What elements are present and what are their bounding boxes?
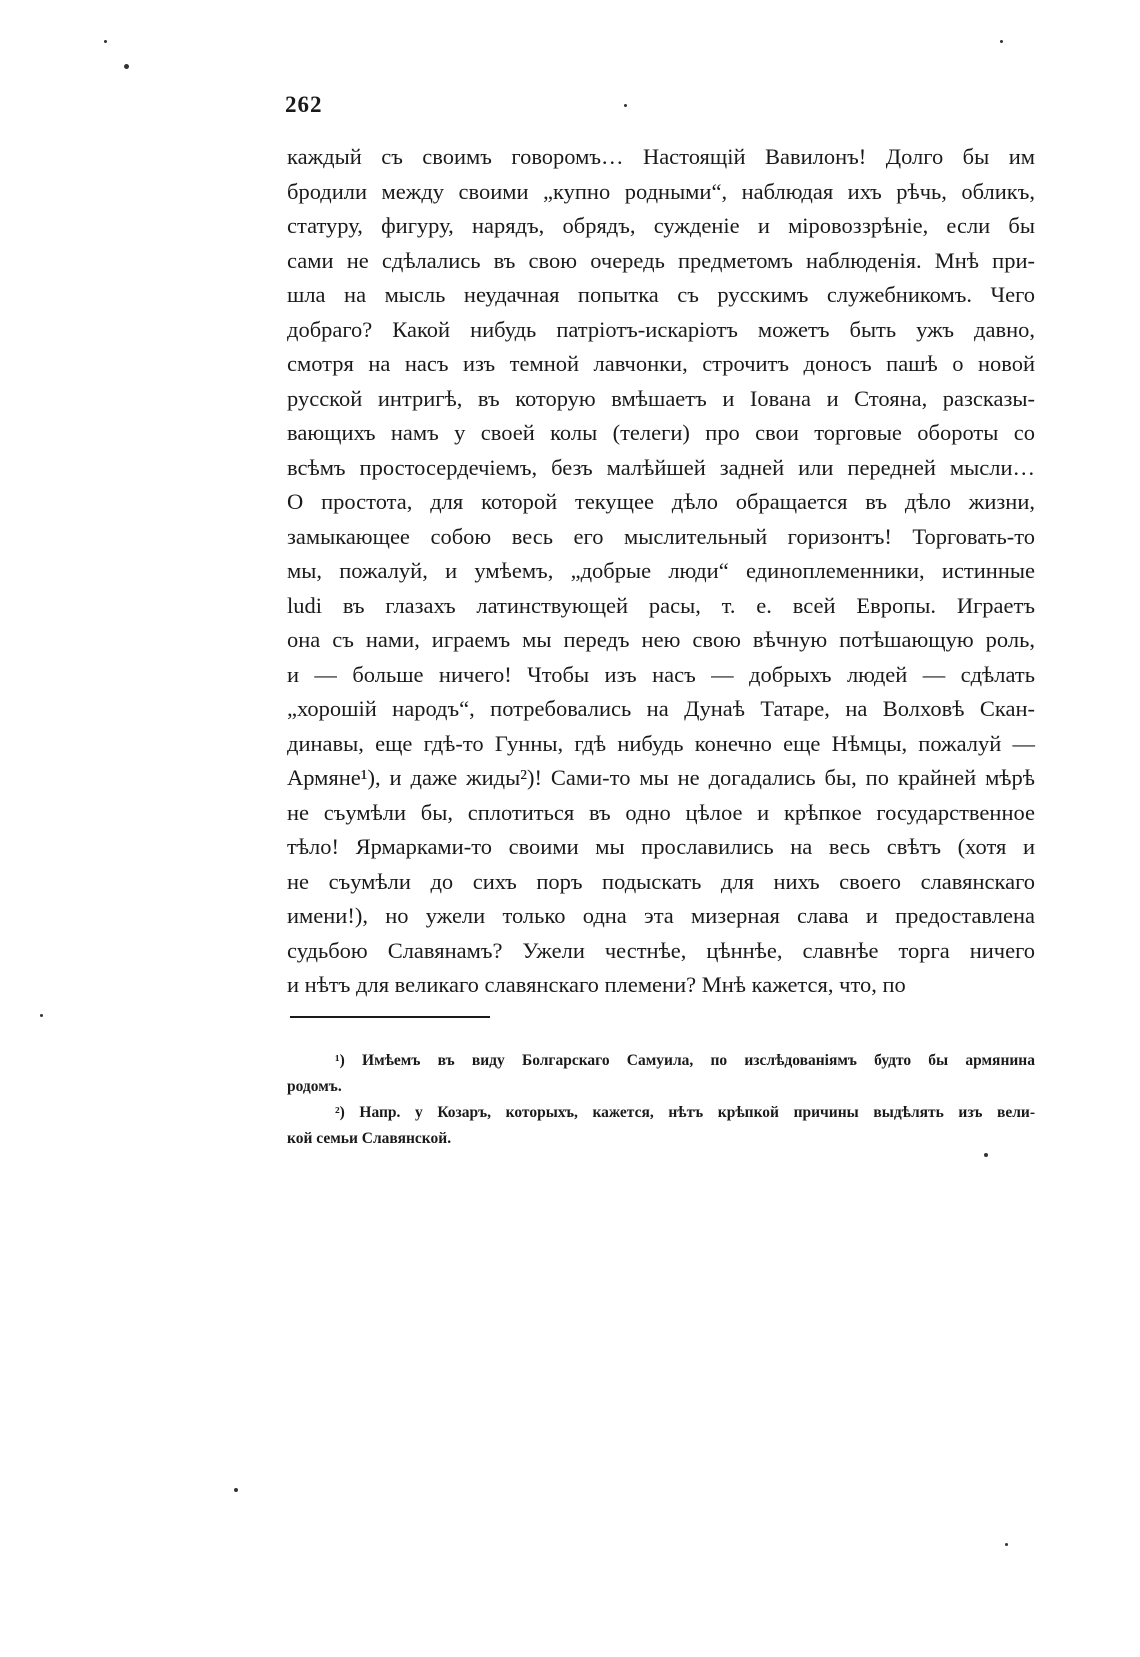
scan-speck [40, 1014, 43, 1017]
text-line: динавы, еще гдѣ-то Гунны, гдѣ нибудь конечно еще Нѣмцы, пожалуй — [287, 730, 1035, 756]
scan-speck [124, 64, 129, 69]
text-line: мы, пожалуй, и умѣемъ, „добрые люди“ единоплеменники, истинные [287, 558, 1035, 583]
text-line: сами не сдѣлались въ свою очередь предметомъ наблюденія. Мнѣ при- [287, 247, 1035, 273]
text-line: шла на мысль неудачная попытка съ русскимъ служебникомъ. Чего [287, 282, 1035, 307]
footnote-2-line-2: кой семьи Славянской. [287, 1130, 452, 1147]
text-line: всѣмъ простосердечіемъ, безъ малѣйшей задней или передней мысли… [287, 454, 1035, 480]
text-line: вающихъ намъ у своей колы (телеги) про свои торговые обороты со [287, 420, 1035, 445]
text-line: имени!), но ужели только одна эта мизерная слава и предоставлена [287, 903, 1035, 928]
body-text [287, 140, 1035, 1003]
scan-speck [104, 40, 107, 43]
scan-speck [624, 104, 627, 107]
scan-speck [1000, 40, 1003, 43]
text-line: замыкающее собою весь его мыслительный горизонтъ! Торговать-то [287, 523, 1035, 549]
scan-speck [234, 1488, 238, 1492]
text-line: тѣло! Ярмарками-то своими мы прославились на весь свѣтъ (хотя и [287, 834, 1035, 859]
text-line: О простота, для которой текущее дѣло обращается въ дѣло жизни, [287, 489, 1035, 514]
text-line: ludi въ глазахъ латинствующей расы, т. е. всей Европы. Играетъ [287, 592, 1035, 618]
text-line: каждый съ своимъ говоромъ… Настоящій Вавилонъ! Долго бы им [287, 144, 1035, 169]
text-line: статуру, фигуру, нарядъ, обрядъ, сужденіе и міровоззрѣніе, если бы [287, 213, 1035, 238]
text-line: добраго? Какой нибудь патріотъ-искаріотъ можетъ быть ужъ давно, [287, 316, 1035, 342]
page-number: 262 [285, 92, 323, 117]
text-line: бродили между своими „купно родными“, наблюдая ихъ рѣчь, обликъ, [287, 178, 1035, 204]
scan-speck [984, 1153, 988, 1157]
text-line: судьбою Славянамъ? Ужели честнѣе, цѣннѣе, славнѣе торга ничего [287, 937, 1035, 963]
footnote-2-line-1: ²) Напр. у Козаръ, которыхъ, кажется, нѣтъ крѣпкой причины выдѣлять изъ вели- [335, 1104, 1035, 1121]
text-line: „хорошій народъ“, потребовались на Дунаѣ Татаре, на Волховѣ Скан- [287, 696, 1035, 721]
text-line: смотря на насъ изъ темной лавчонки, строчитъ доносъ пашѣ о новой [287, 351, 1035, 376]
footnote-1-line-2: родомъ. [287, 1078, 342, 1095]
footnotes [287, 1048, 1035, 1152]
text-line: Армяне¹), и даже жиды²)! Сами-то мы не догадались бы, по крайней мѣрѣ [287, 765, 1035, 790]
text-line: не съумѣли до сихъ поръ подыскать для нихъ своего славянскаго [287, 868, 1035, 894]
text-line: и — больше ничего! Чтобы изъ насъ — добрыхъ людей — сдѣлать [287, 661, 1035, 687]
text-line: не съумѣли бы, сплотиться въ одно цѣлое и крѣпкое государственное [287, 799, 1035, 825]
text-line: русской интригѣ, въ которую вмѣшаетъ и Іована и Стояна, разсказы- [287, 385, 1035, 411]
footnote-1-line-1: ¹) Имѣемъ въ виду Болгарскаго Самуила, по изслѣдованіямъ будто бы армянина [335, 1052, 1035, 1069]
text-line: она съ нами, играемъ мы передъ нею свою вѣчную потѣшающую роль, [287, 627, 1035, 652]
text-line: и нѣтъ для великаго славянскаго племени? Мнѣ кажется, что, по [287, 972, 906, 997]
scan-speck [1005, 1543, 1008, 1546]
footnote-divider [290, 1016, 490, 1018]
